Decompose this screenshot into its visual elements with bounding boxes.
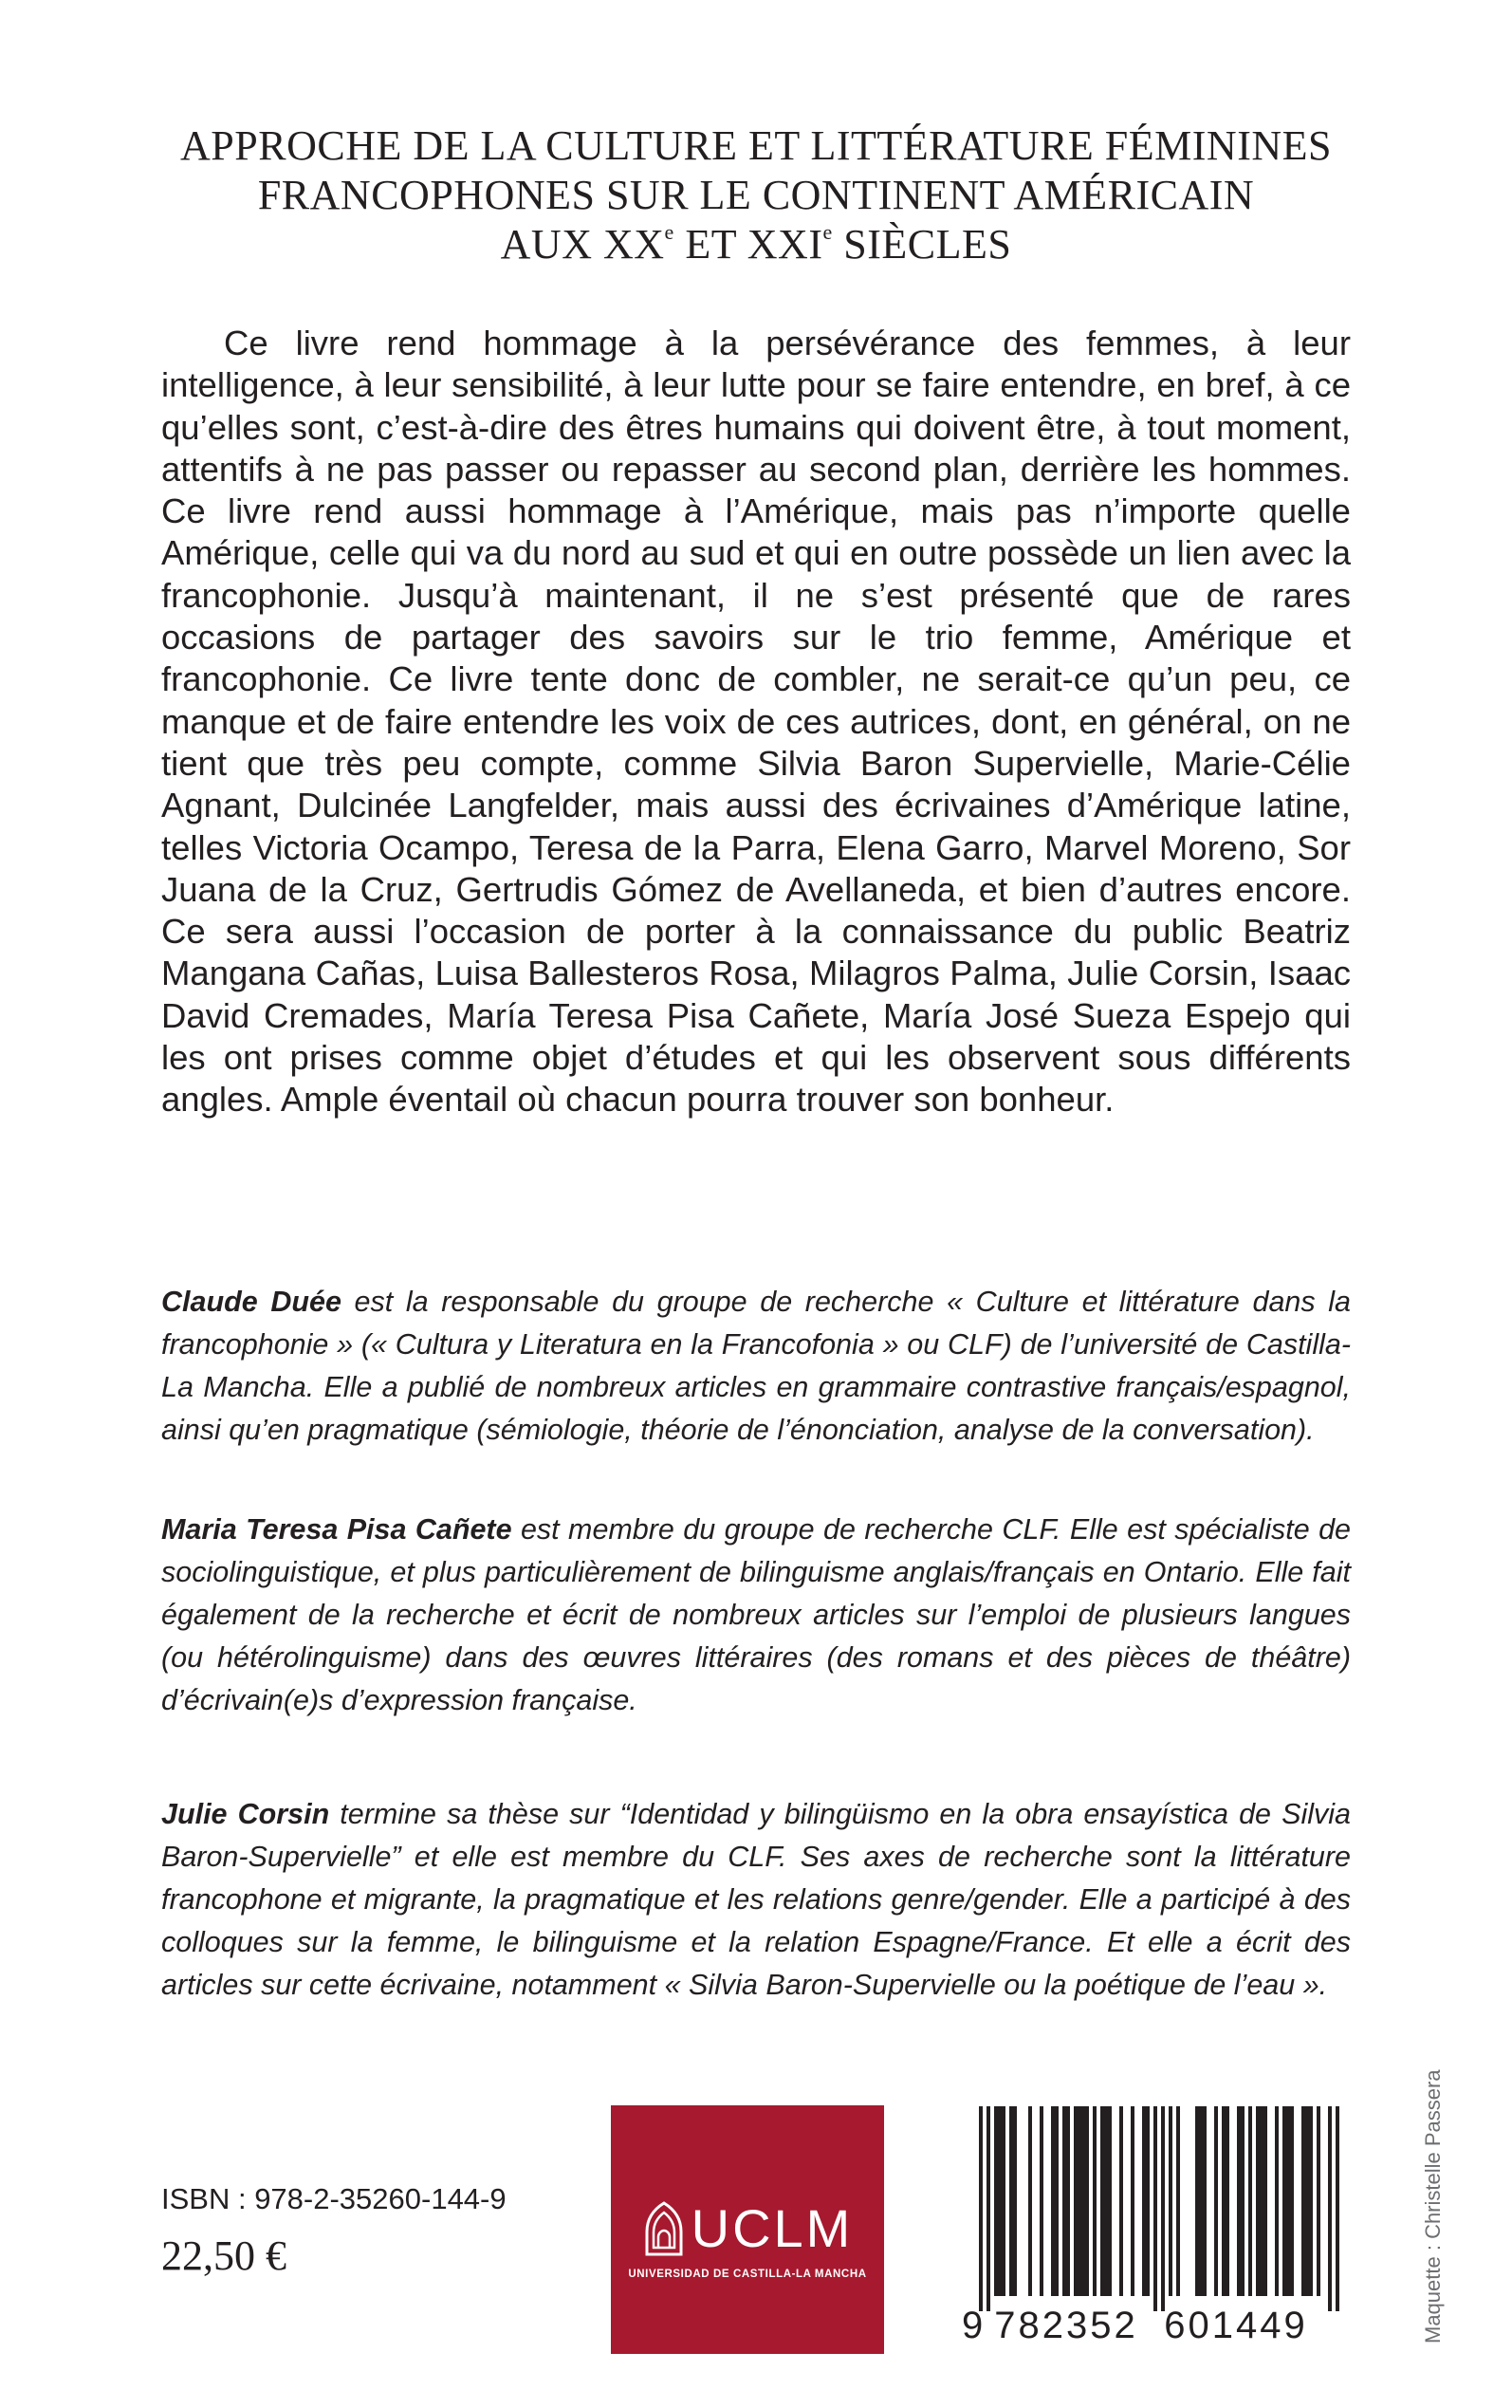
author-bio-claude-duee: [161, 1281, 1351, 1452]
barcode-bar: [1074, 2106, 1089, 2296]
barcode-bar: [1301, 2106, 1313, 2296]
barcode-bar: [1131, 2106, 1134, 2296]
barcode-bar: [1256, 2106, 1267, 2296]
barcode-bar: [1062, 2106, 1070, 2296]
author-bio-julie-corsin: [161, 1793, 1351, 2007]
barcode-first-digit: 9: [962, 2305, 984, 2345]
barcode-bar: [1153, 2106, 1157, 2311]
university-emblem-icon: [642, 2201, 686, 2256]
barcode-bar: [1051, 2106, 1059, 2296]
barcode-bar: [994, 2106, 1005, 2296]
barcode-bar: [1336, 2106, 1339, 2311]
barcode-right-digits: 601449: [1164, 2305, 1308, 2345]
title-superscript-1: e: [664, 220, 674, 244]
isbn-barcode: [954, 2101, 1349, 2345]
barcode-bar: [1161, 2106, 1165, 2311]
logo-row: [630, 2200, 865, 2257]
title-line-3-part-b: ET XXI: [673, 221, 823, 268]
barcode-bar: [1169, 2106, 1172, 2296]
barcode-bar: [1214, 2106, 1218, 2296]
barcode-bar: [1100, 2106, 1112, 2296]
design-credit: Maquette : Christelle Passera: [1421, 2069, 1445, 2343]
author-bio-maria-teresa-pisa-canete: [161, 1509, 1351, 1722]
title-line-2: FRANCOPHONES SUR LE CONTINENT AMÉRICAIN: [257, 172, 1255, 218]
barcode-left-digits: 782352: [994, 2305, 1138, 2345]
book-price: 22,50 €: [161, 2232, 286, 2279]
author-bio-text: est membre du groupe de recherche CLF. Elle est spécialiste de sociolinguistique, et plus particulièrement de bilinguisme anglais/français en Ontario. Elle fait également de la recherche et écrit de nombreux articles sur l’emploi de plusieurs langues (ou hétérolinguisme) dans des œuvres littéraires (des romans et des pièces de théâtre) d’écrivain(e)s d’expression française.: [161, 1513, 1351, 1716]
book-summary: [161, 323, 1351, 1121]
title-superscript-2: e: [822, 220, 833, 244]
barcode-bar: [1040, 2106, 1043, 2296]
title-line-3-part-a: AUX XX: [500, 221, 665, 268]
book-title: [142, 121, 1370, 269]
summary-paragraph: Ce livre rend hommage à la persévérance des femmes, à leur intelligence, à leur sensibilité, à leur lutte pour se faire entendre, en bref, à ce qu’elles sont, c’est-à-dire des êtres humains qui doivent être, à tout moment, attentifs à ne pas passer ou repasser au second plan, derrière les hommes. Ce livre rend aussi hommage à l’Amérique, mais pas n’importe quelle Amérique, celle qui va du nord au sud et qui en outre possède un lien avec la francophonie. Jusqu’à maintenant, il ne s’est présenté que de rares occasions de partager des savoirs sur le trio femme, Amérique et francophonie. Ce livre tente donc de combler, ne serait-ce qu’un peu, ce manque et de faire entendre les voix de ces autrices, dont, en général, on ne tient que très peu compte, comme Silvia Baron Supervielle, Marie-Célie Agnant, Dulcinée Langfelder, mais aussi des écrivaines d’Amérique latine, telles Victoria Ocampo, Teresa de la Parra, Elena Garro, Marvel Moreno, Sor Juana de la Cruz, Gertrudis Gómez de Avellaneda, et bien d’autres encore. Ce sera aussi l’occasion de porter à la connaissance du public Beatriz Mangana Cañas, Luisa Ballesteros Rosa, Milagros Palma, Julie Corsin, Isaac David Cremades, María Teresa Pisa Cañete, María José Sueza Espejo qui les ont prises comme objet d’études et qui les observent sous différents angles. Ample éventail où chacun pourra trouver son bonheur.: [161, 324, 1351, 1120]
author-name: Julie Corsin: [161, 1798, 330, 1830]
title-line-1: APPROCHE DE LA CULTURE ET LITTÉRATURE FÉMININES: [180, 122, 1332, 169]
barcode-bar: [1275, 2106, 1279, 2296]
barcode-bar: [1119, 2106, 1123, 2296]
barcode-bar: [1195, 2106, 1207, 2296]
barcode-bar: [1093, 2106, 1097, 2296]
author-name: Maria Teresa Pisa Cañete: [161, 1513, 512, 1546]
barcode-bar: [1028, 2106, 1032, 2296]
barcode-bar: [1009, 2106, 1017, 2296]
barcode-bar: [1248, 2106, 1252, 2296]
author-bio-text: termine sa thèse sur “Identidad y bilingüismo en la obra ensayística de Silvia Baron-Supervielle” et elle est membre du CLF. Ses axes de recherche sont la littérature francophone et migrante, la pragmatique et les relations genre/gender. Elle a participé à des colloques sur la femme, le bilinguisme et la relation Espagne/France. Et elle a écrit des articles sur cette écrivaine, notamment « Silvia Baron-Supervielle ou la poétique de l’eau ».: [161, 1798, 1351, 2001]
barcode-bar: [986, 2106, 990, 2311]
barcode-bar: [1142, 2106, 1150, 2296]
title-line-3-part-c: SIÈCLES: [832, 221, 1012, 268]
logo-text: UCLM: [691, 2198, 854, 2258]
isbn-number: ISBN : 978-2-35260-144-9: [161, 2182, 507, 2215]
barcode-bars: [979, 2106, 1339, 2311]
barcode-bar: [1237, 2106, 1245, 2296]
barcode-bar: [1176, 2106, 1180, 2296]
uclm-logo: [611, 2105, 884, 2354]
barcode-bar: [1282, 2106, 1294, 2296]
barcode-bar: [1222, 2106, 1229, 2296]
logo-subtitle: UNIVERSIDAD DE CASTILLA-LA MANCHA: [628, 2269, 867, 2280]
author-bio-text: est la responsable du groupe de recherche « Culture et littérature dans la francophonie » (« Cultura y Literatura en la Francofonia » ou CLF) de l’université de Castilla-La Mancha. Elle a publié de nombreux articles en grammaire contrastive français/espagnol, ainsi qu’en pragmatique (sémiologie, théorie de l’énonciation, analyse de la conversation).: [161, 1286, 1351, 1446]
author-name: Claude Duée: [161, 1286, 341, 1318]
title-line-3: [142, 220, 1370, 269]
barcode-bar: [979, 2106, 983, 2311]
barcode-bar: [1328, 2106, 1332, 2311]
barcode-bar: [1317, 2106, 1320, 2296]
